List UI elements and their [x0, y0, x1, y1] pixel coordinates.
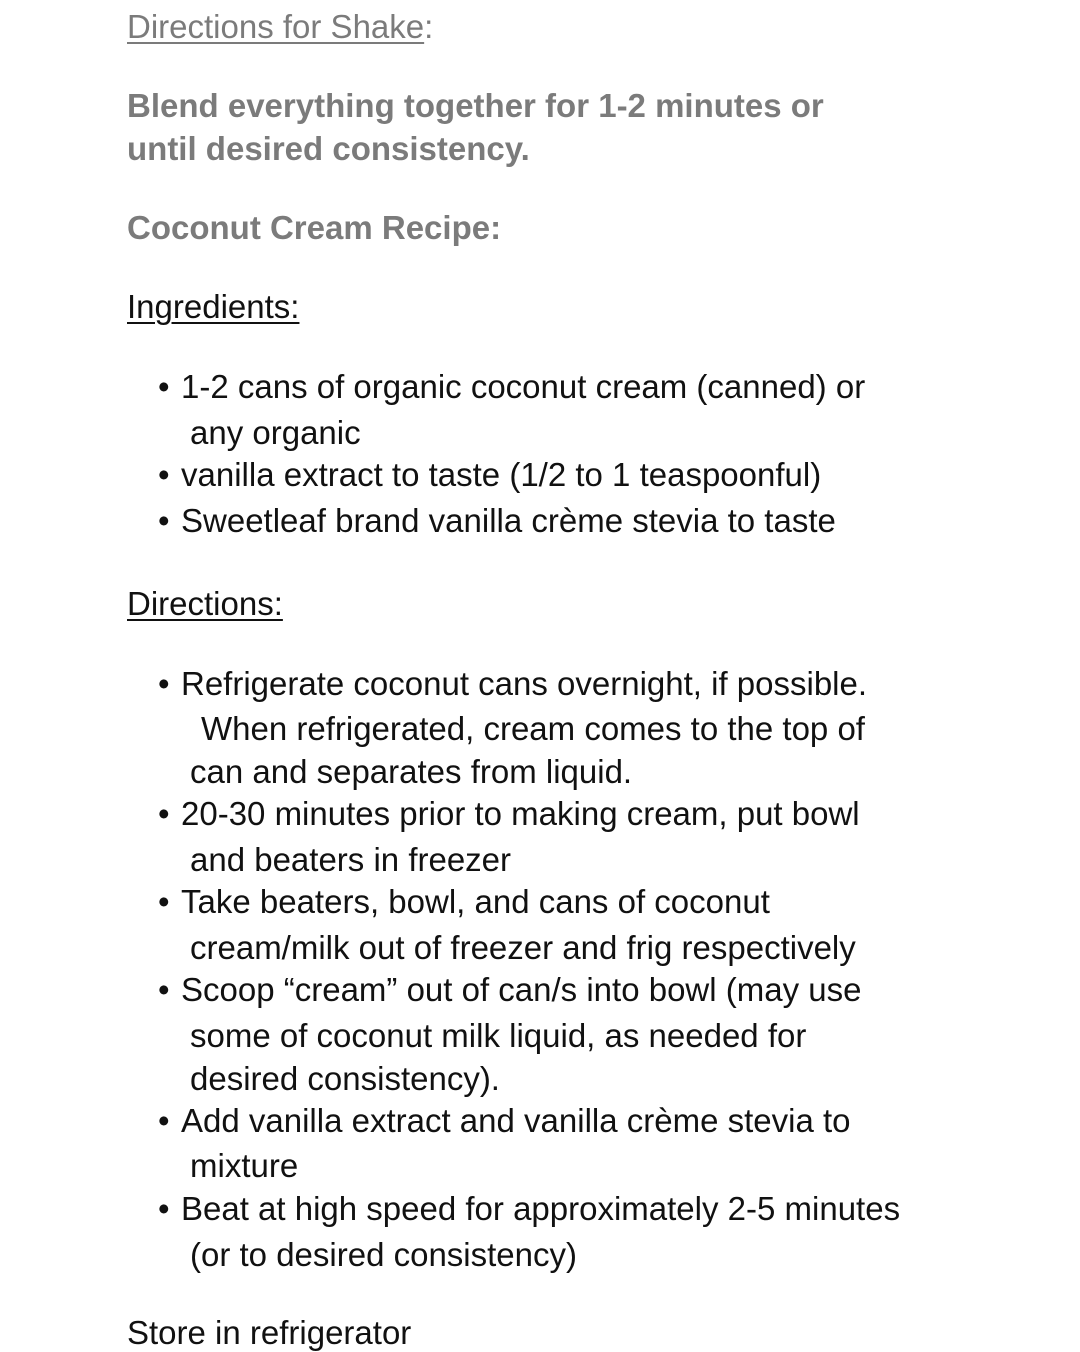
bullet-icon: •: [158, 883, 170, 920]
shake-body-line-2: until desired consistency.: [127, 130, 530, 167]
bullet-icon: •: [158, 1102, 170, 1139]
ingredient-text: 1-2 cans of organic coconut cream (canned) or: [181, 368, 866, 405]
direction-text: Scoop “cream” out of can/s into bowl (may use: [181, 971, 862, 1008]
direction-text: Take beaters, bowl, and cans of coconut: [181, 883, 770, 920]
direction-step-5: [158, 1102, 851, 1140]
bullet-icon: •: [158, 456, 170, 493]
shake-directions-heading: [127, 8, 433, 46]
direction-step-3: [158, 883, 770, 921]
direction-step-5-cont: mixture: [190, 1147, 299, 1184]
shake-body-line-1: Blend everything together for 1-2 minutes or: [127, 87, 824, 124]
direction-step-2-cont: and beaters in freezer: [190, 841, 512, 878]
ingredients-heading: Ingredients:: [127, 288, 300, 325]
ingredient-text: Sweetleaf brand vanilla crème stevia to taste: [181, 502, 836, 539]
direction-text: 20-30 minutes prior to making cream, put bowl: [181, 795, 860, 832]
bullet-icon: •: [158, 368, 170, 405]
store-note: Store in refrigerator: [127, 1314, 412, 1351]
ingredient-item-1: [158, 368, 865, 406]
direction-step-1-cont-1: When refrigerated, cream comes to the top of: [201, 710, 865, 747]
ingredient-item-1-cont: any organic: [190, 414, 361, 451]
direction-step-4-cont-1: some of coconut milk liquid, as needed for: [190, 1017, 807, 1054]
bullet-icon: •: [158, 502, 170, 539]
bullet-icon: •: [158, 795, 170, 832]
direction-step-1: [158, 665, 867, 703]
direction-text: Beat at high speed for approximately 2-5 minutes: [181, 1190, 901, 1227]
direction-step-6-cont: (or to desired consistency): [190, 1236, 577, 1273]
direction-step-2: [158, 795, 860, 833]
ingredient-item-3: [158, 502, 836, 540]
direction-step-4: [158, 971, 861, 1009]
bullet-icon: •: [158, 665, 170, 702]
shake-heading-text: Directions for Shake: [127, 8, 425, 45]
direction-step-4-cont-2: desired consistency).: [190, 1060, 500, 1097]
direction-step-6: [158, 1190, 900, 1228]
direction-step-3-cont: cream/milk out of freezer and frig respectively: [190, 929, 856, 966]
bullet-icon: •: [158, 1190, 170, 1227]
direction-text: Refrigerate coconut cans overnight, if possible.: [181, 665, 868, 702]
ingredient-item-2: [158, 456, 821, 494]
direction-step-1-cont-2: can and separates from liquid.: [190, 753, 633, 790]
bullet-icon: •: [158, 971, 170, 1008]
direction-text: Add vanilla extract and vanilla crème stevia to: [181, 1102, 851, 1139]
ingredient-text: vanilla extract to taste (1/2 to 1 teaspoonful): [181, 456, 822, 493]
coconut-cream-title: Coconut Cream Recipe:: [127, 209, 502, 246]
shake-heading-colon: :: [424, 8, 434, 45]
directions-heading: Directions:: [127, 585, 283, 622]
